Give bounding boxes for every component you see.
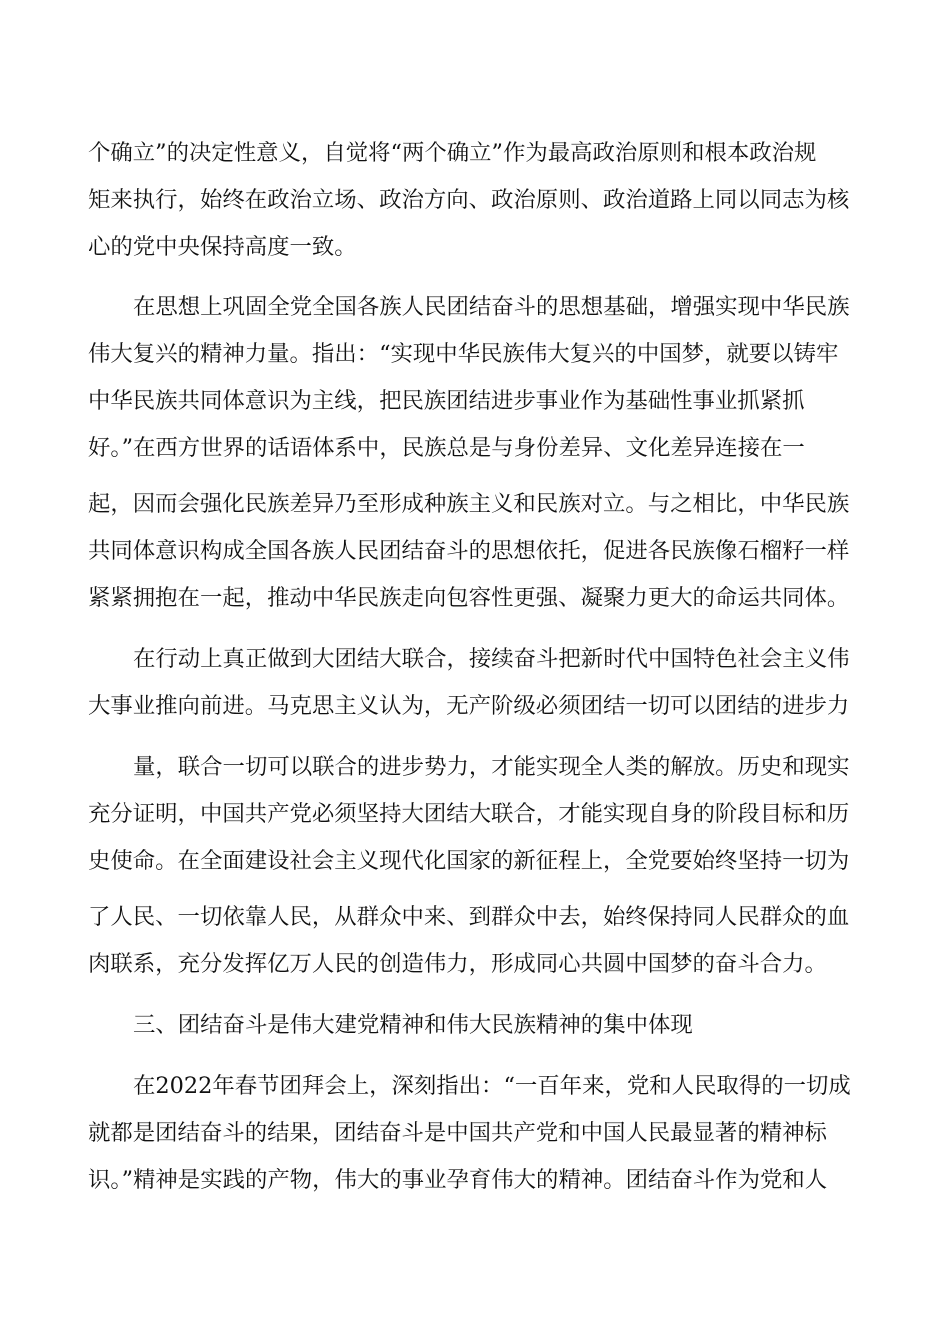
text-line: 量，联合一切可以联合的进步势力，才能实现全人类的解放。历史和现实 [133,754,850,780]
text-line: 心的党中央保持高度一致。 [88,234,357,260]
text-line: 了人民、一切依靠人民，从群众中来、到群众中去，始终保持同人民群众的血 [88,904,850,930]
text-line: 在思想上巩固全党全国各族人民团结奋斗的思想基础，增强实现中华民族 [133,294,850,320]
text-line: 中华民族共同体意识为主线，把民族团结进步事业作为基础性事业抓紧抓 [88,388,805,414]
text-line: 紧紧拥抱在一起，推动中华民族走向包容性更强、凝聚力更大的命运共同体。 [88,585,850,611]
text-line: 个确立”的决定性意义，自觉将“两个确立”作为最高政治原则和根本政治规 [88,140,817,166]
text-line: 在行动上真正做到大团结大联合，接续奋斗把新时代中国特色社会主义伟 [133,646,850,672]
text-line: 起，因而会强化民族差异乃至形成种族主义和民族对立。与之相比，中华民族 [88,491,850,517]
text-line: 史使命。在全面建设社会主义现代化国家的新征程上，全党要始终坚持一切为 [88,848,850,874]
text-line: 充分证明，中国共产党必须坚持大团结大联合，才能实现自身的阶段目标和历 [88,801,850,827]
text-line: 伟大复兴的精神力量。指出：“实现中华民族伟大复兴的中国梦，就要以铸牢 [88,341,839,367]
text-line: 肉联系，充分发挥亿万人民的创造伟力，形成同心共圆中国梦的奋斗合力。 [88,951,827,977]
section-heading: 三、团结奋斗是伟大建党精神和伟大民族精神的集中体现 [133,1012,693,1038]
text-line: 在2022年春节团拜会上，深刻指出：“一百年来，党和人民取得的一切成 [133,1073,851,1099]
text-line: 矩来执行，始终在政治立场、政治方向、政治原则、政治道路上同以同志为核 [88,187,850,213]
text-line: 好。”在西方世界的话语体系中，民族总是与身份差异、文化差异连接在一 [88,435,805,461]
text-line: 就都是团结奋斗的结果，团结奋斗是中国共产党和中国人民最显著的精神标 [88,1120,827,1146]
text-line: 大事业推向前进。马克思主义认为，无产阶级必须团结一切可以团结的进步力 [88,693,850,719]
text-line: 识。”精神是实践的产物，伟大的事业孕育伟大的精神。团结奋斗作为党和人 [88,1167,828,1193]
text-line: 共同体意识构成全国各族人民团结奋斗的思想依托，促进各民族像石榴籽一样 [88,538,850,564]
